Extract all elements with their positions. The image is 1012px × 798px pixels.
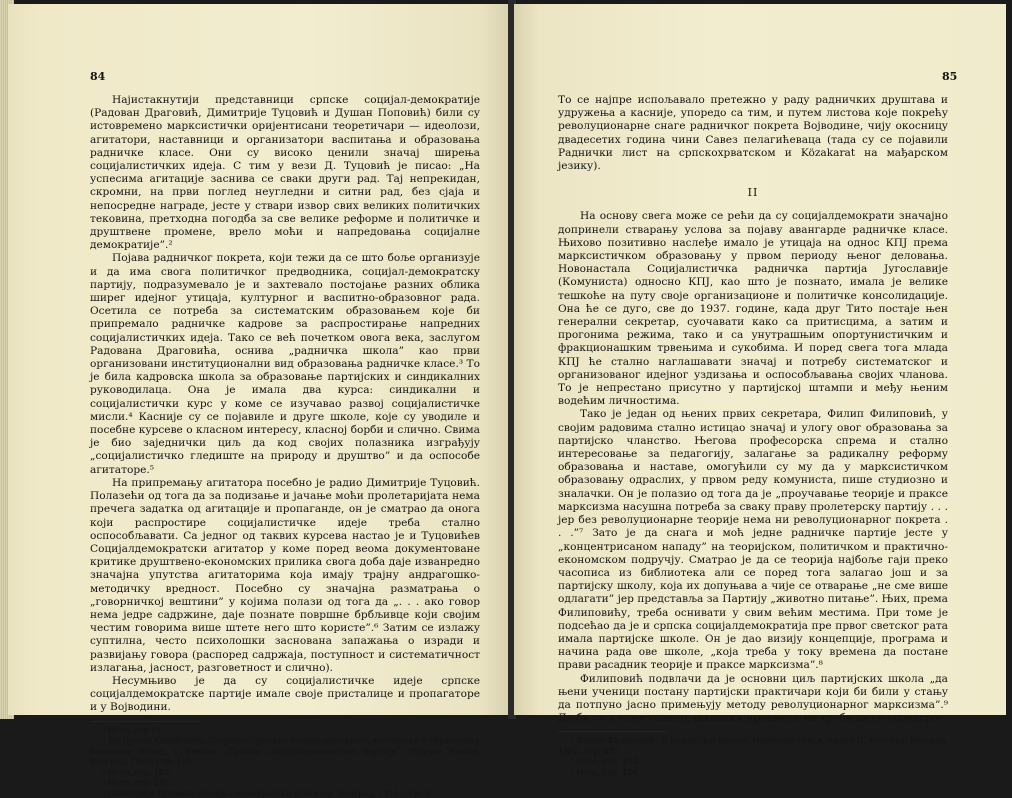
page-body	[558, 94, 948, 777]
section-heading: II	[747, 186, 759, 200]
footnote: ² Исто, стр VI.	[102, 724, 163, 735]
paragraph: Несумњиво је да су социјалистичке идеје српске социјалдемократске партије имале своје присталице и пропагаторе и у Војводини.	[90, 674, 480, 714]
footnotes	[558, 735, 948, 777]
page-body	[90, 94, 480, 798]
paragraph: Филиповић подвлачи да је основни циљ партијских школа „да њени ученици постану партијски практичари који би били у стању да потпуно јасно примењују методу револуционарног марксизма”.⁹ Да би се у томе успело, школски предмети не треба да се усредсре-	[558, 672, 948, 725]
footnote-rule	[558, 731, 668, 732]
footnote: ⁶ Димитрије Туцовић: Социјал-демократски агитатор, Београд, 1911, стр. 8.	[102, 787, 433, 798]
footnote: ³ Др Душан Савићевић: Допринос српских социјалдемократа васпитању и образовању радничке класе, у књизи: „Српска социјалдемократска партија”, Научна књига, Београд, 1965, стр, 178.	[90, 735, 480, 767]
paragraph: То се најпре испољавало претежно у раду радничких друштава и удружења а касније, упоредо са тим, и путем листова које покрећу револуционарне снаге радничког покрета Војводине, чију окосницу двадесетих година чини Савез пелагићеваца (тада су се појавили Раднички лист на српскохрватском и Közakarat на мађарском језику).	[558, 94, 948, 173]
footnote: ⁸ Исто, стр. 474.	[570, 756, 641, 767]
footnote: ⁷ Филип Филиповић: О партијској школи, Изабрани списи, књига II, Култура, Београд, 1962, стр. 472.	[558, 735, 948, 756]
paragraph: На припремању агитатора посебно је радио Димитрије Туцовић. Полазећи од тога да за подизање и јачање моћи пролетаријата нема пречега задатка од агитације и пропаганде, он је сматрао да онога који распростире социјалистичке идеје треба стално оспособљавати. Са једног од таквих курсева настао је и Туцовићев Социјалдемократски агитатор у коме поред веома документованe критике друштвено-економских прилика свога доба даје изванредно значајна упутства агитаторима која имају трајну андрагошко-методичку вредност. Посебно су значајна разматрања о „говорничкој вештини” у којима полази од тога да „. . . ако говор нема једре садржине, даје познате површне брбљивце који својим честим говорима више штете него што користе”.⁶ Затим се излажу суптилна, често психолошки заснована запажања о изради и развијању говора (распоред садржаја, поступност и систематичност излагања, јасност, разговетност и слично).	[90, 476, 480, 674]
footnote: ⁹ Исто, стр. 476.	[570, 766, 641, 777]
left-page	[8, 4, 510, 798]
paragraph: На основу свега може се рећи да су социјалдемократи значајно допринели стварању услова за појаву авангарде радничке класе. Њихово позитивно наслеђе имало је утицаја на однос КПЈ према марксистичком образовању у првом периоду њеног деловања. Новонастала Социјалистичка радничка партија Југославије (Комуниста) односно КПЈ, као што је познато, имала је велике тешкоће на путу своје организационе и политичке консолидације. Она ће се дуго, све до 1937. године, када друг Тито постаје њен генерални секретар, суочавати како са притисцима, а затим и прогонима режима, тако и са унутрашњим опортунистичким и фракционашким трвењима и сукобима. И поред свега тога млада КПЈ ће стално наглашавати значај и потребу систематског и организованог идејног уздизања и оспособљавања својих чланова. То је непрестано присутно у партијској штампи и међу њеним водећим личностима.	[558, 210, 948, 408]
paragraph: Тако је један од њених првих секретара, Филип Филиповић, у својим радовима стално истицао значај и улогу овог образовања за партијско чланство. Његова професорска спрема и стално интересовање за педагогију, залагање за радикалну реформу образовања и наставе, омогућили су му да у марксистичком образовању одраслих, у првом реду комуниста, пише студиозно и зналачки. Он је полазио од тога да је „проучавање теорије и праксе марксизма насушна потреба за сваку праву пролетерску партију . . . јер без револуционарне теорије нема ни револуционарног покрета . . .”⁷ Зато је да снага и моћ једне радничке партије јесте у „концентрисаном нападу” на теоријском, политичком и практично-економском подручју. Сматрао је да се теорија најбоље гаји преко часописа из библиотека али се поред тога залагао још и за партијску школу, која их допуњава а чије се отварање „не сме више одлагати” јер представља за Партију „животно питање”. Њих, према Филиповићу, треба оснивати у свим већим местима. При томе је подсећао да је и српска социјалдемократија пре првог светског рата имала партијске школе. Он је дао визију концепције, програма и начина рада ове школе, „која треба у току времена да постане прави расадник теорије и праксе марксизма”.⁸	[558, 408, 948, 672]
footnote: ⁴ Исто, стр. 183.	[102, 766, 173, 777]
page-number: 85	[942, 70, 958, 83]
paragraph: Најистакнутији представници српске социјал-демократије (Радован Драговић, Димитрије Туцовић и Душан Поповић) били су истовремено марксистички оријентисани теоретичари — идеолози, агитатори, наставници и организатори васпитања и образовања радничке класе. Они су високо ценили значај ширења социјалистичких идеја. С тим у вези Д. Туцовић је писао: „На успесима агитације заснива се сваки други рад. Тај непрекидан, скромни, на први поглед неугледни и ситни рад, без сјаја и непосредне награде, јесте у ствари извор свих великих политичких тековина, претходна погодба за све велике реформе и политичке и друштвене промене, врело моћи и напредовања социјалне демократије”.²	[90, 94, 480, 252]
footnotes	[90, 725, 480, 798]
page-number: 84	[90, 70, 106, 83]
footnote: ⁵ Исто, стр. 185.	[102, 777, 173, 788]
footnote-rule	[90, 721, 200, 722]
right-page	[514, 4, 1006, 777]
paragraph: Појава радничког покрета, који тежи да се што боље организује и да има свога политичког предводника, социјал-демократску партију, подразумевало је и захтевало постојање разних облика ширег идејног утицаја, културног и васпитно-образовног рада. Осетила се потреба за систематским образовањем које би припремало радничке кадрове за распростирање напредних социјалистичких идеја. Тако се већ почетком овога века, заслугом Радована Драговића, оснива „радничка школа” као први организовани институционални вид образовања радничке класе.³ То је била кадровска школа за образовање партијских и синдикалних руководилаца. Она је имала два курса: синдикални и социјалистички курс у коме се изучавао развој социјалистичке мисли.⁴ Касније су се појавиле и друге школе, које су уводиле и посебне курсеве о класном интересу, класној борби и слично. Свима је био заједнички циљ да код својих полазника изграђују „социјалистичко гледиште на природу и друштво” и да оспособе агитаторе.⁵	[90, 252, 480, 476]
